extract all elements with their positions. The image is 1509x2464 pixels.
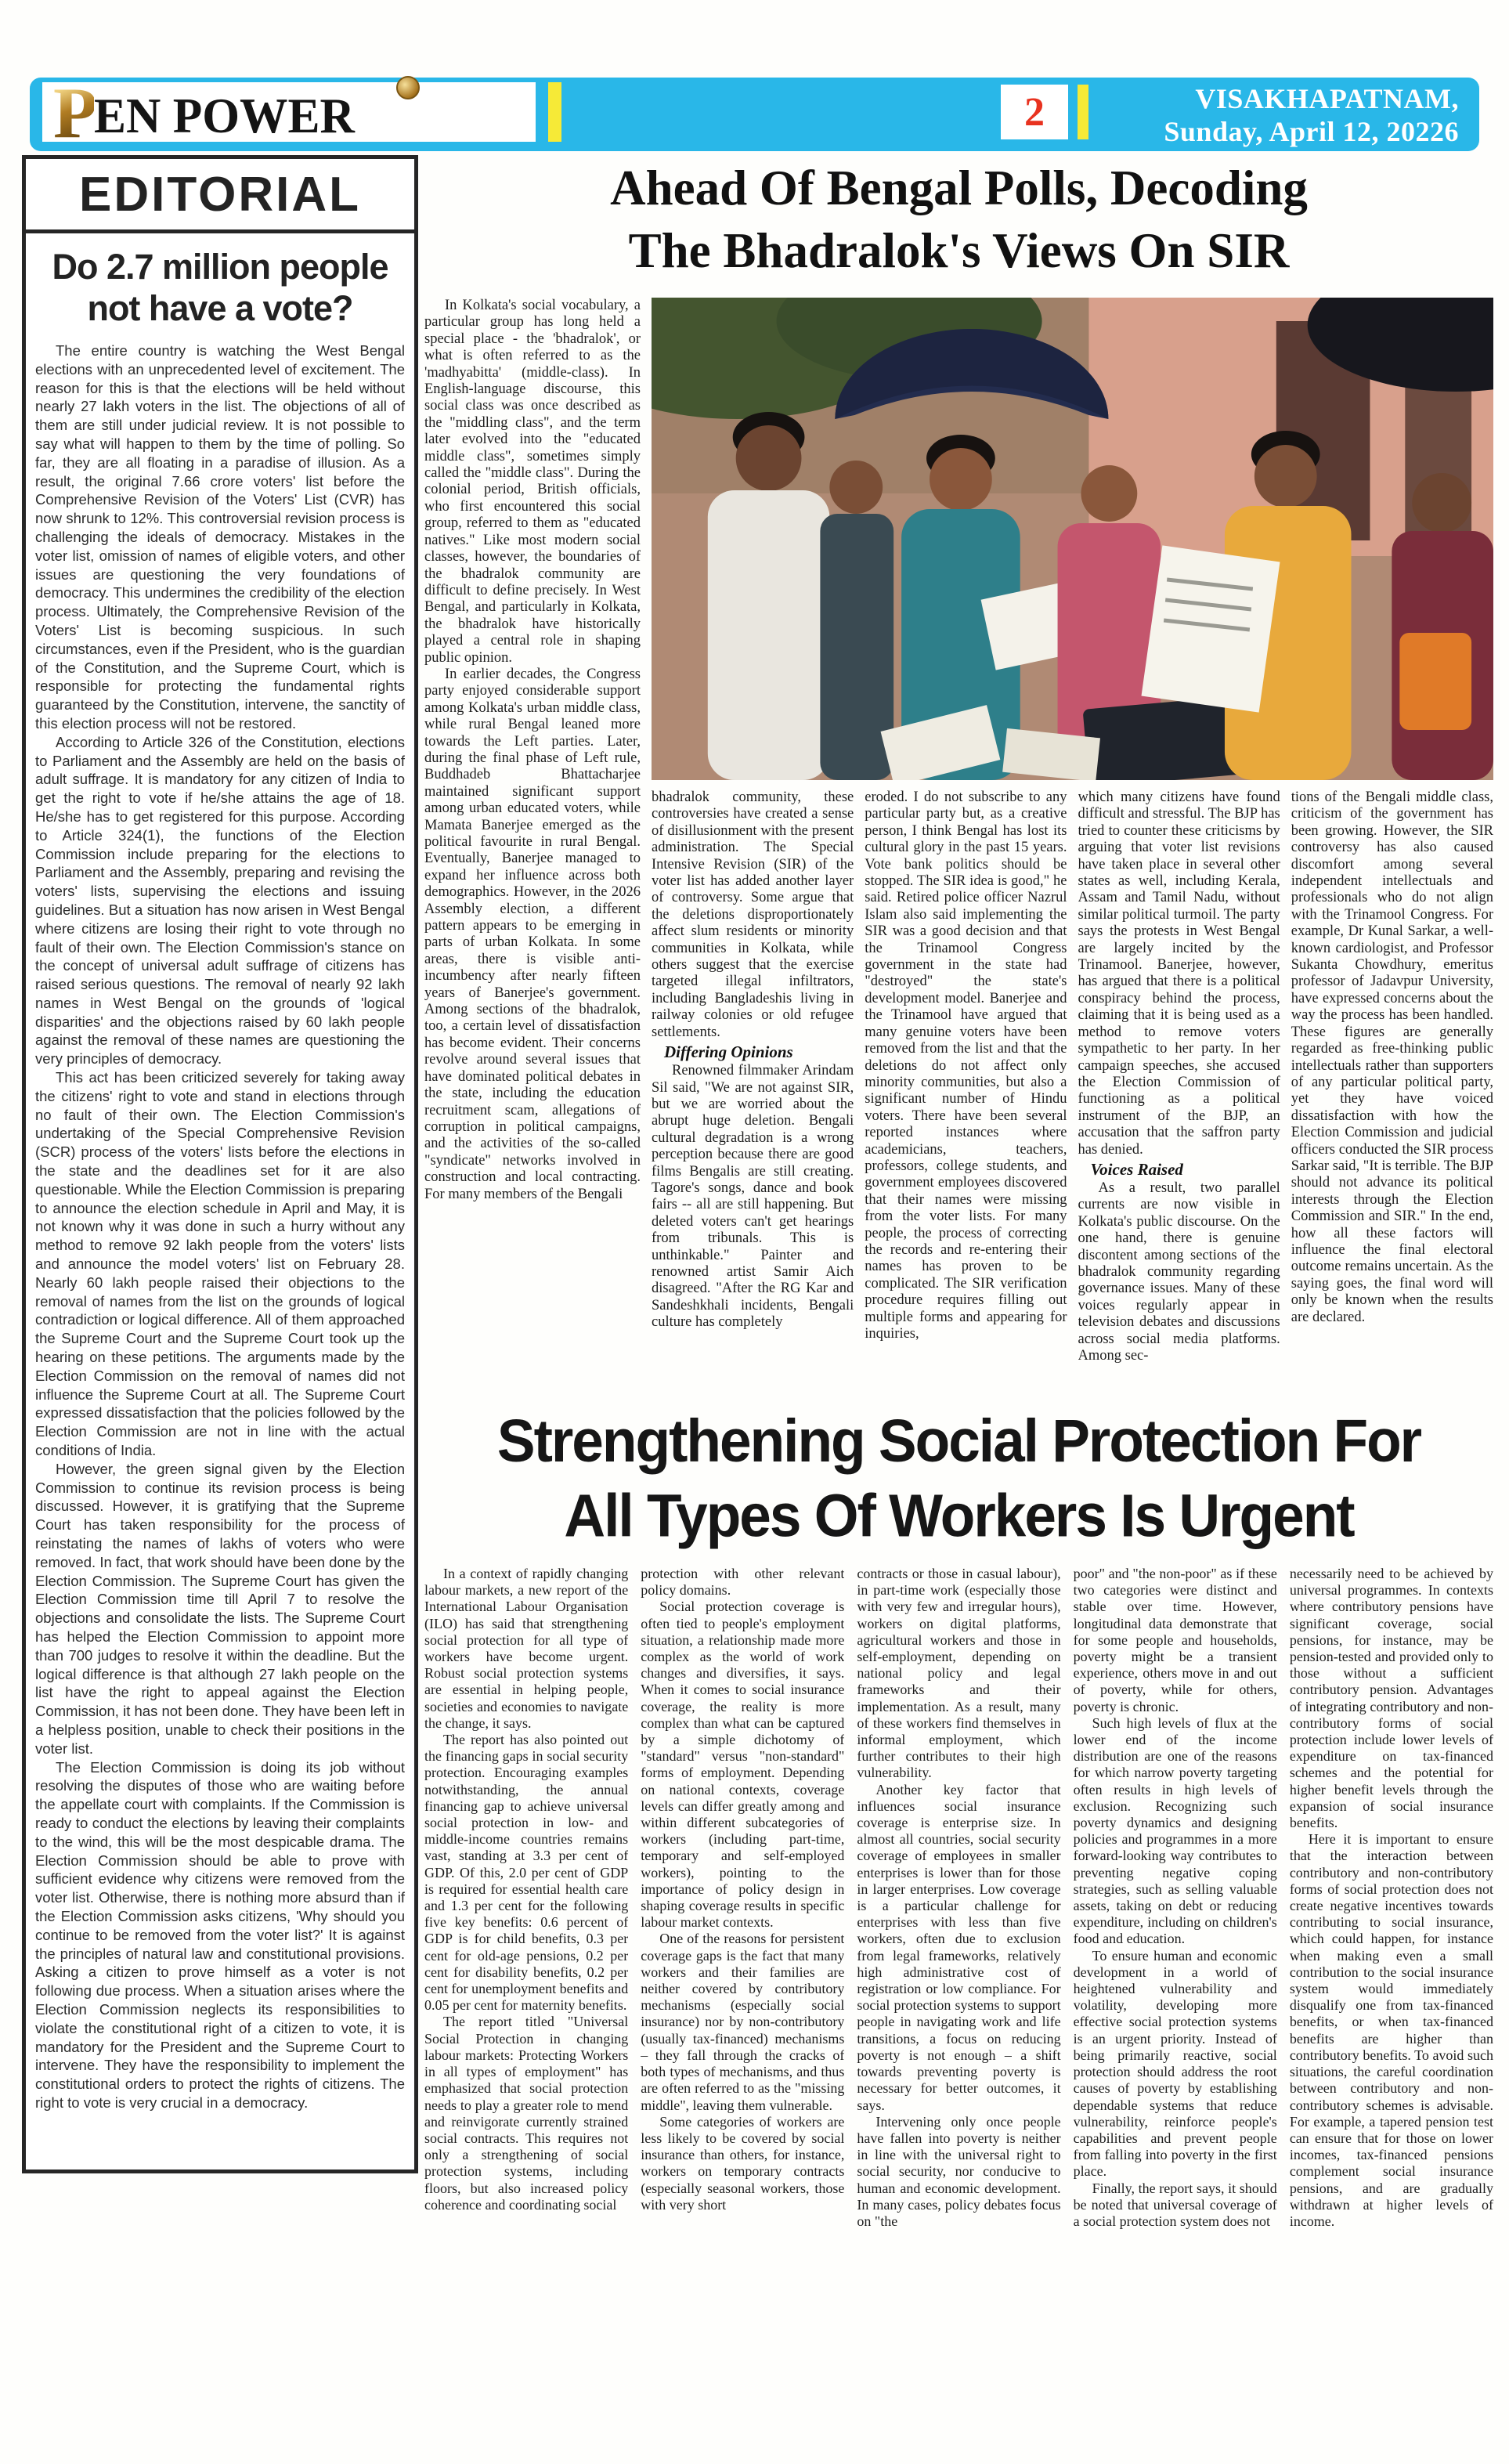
editorial-paragraph: However, the green signal given by the Election Commission to continue its revision process is being discussed. However, it is gratifying that the Supreme Court has taken responsibility for the process of reinstating the names of lakhs of voters who were removed. In fact, that work should have been done by the Election Commission. The Supreme Court has given the Election Commission time till April 7 to resolve the objections and consolidate the lists. The Supreme Court has helped the Election Commission to appoint more than 700 judges to resolve it within the deadline. But the logical difference is that although 27 lakh people on the list have the right to appeal against the Election Commission, it has not been done. They have been left in a helpless position, unable to check their positions in the voter list. bbox=[35, 1460, 405, 1757]
masthead-initial: P bbox=[53, 73, 95, 153]
article-paragraph: Some categories of workers are less likely to be covered by social insurance than others, for instance, workers on temporary contracts (especially seasonal workers, those with very short bbox=[641, 2113, 845, 2213]
bhadralok-column-4 bbox=[1078, 789, 1280, 1388]
social-column-5 bbox=[1290, 1566, 1493, 2441]
article-paragraph: protection with other relevant policy domains. bbox=[641, 1566, 845, 1599]
article-paragraph: Here it is important to ensure that the interaction between contributory and non-contributory forms of social protection does not create negative incentives towards contributing to social insurance, which could happen, for instance when making even a small contribution to the social insurance system would immediately disqualify one from tax-financed benefits, or when tax-financed benefits are higher than contributory benefits. To avoid such situations, the careful coordination between contributory and non-contributory schemes is advisable. For example, a tapered pension test can ensure that for those on lower incomes, tax-financed pensions complement social insurance pensions, and are gradually withdrawn at higher levels of income. bbox=[1289, 1831, 1493, 2229]
bhadralok-body bbox=[424, 298, 1493, 1388]
article-paragraph: necessarily need to be achieved by universal programmes. In contexts where contributory pensions have significant coverage, social pensions, for instance, may be pension-tested and provided only to those without a sufficient contributory pension. Advantages of integrating contributory and non-contributory forms of social protection include lower levels of expenditure on tax-financed schemes and the potential for higher benefit levels through the expansion of social insurance benefits. bbox=[1289, 1566, 1493, 1831]
article-paragraph: bhadralok community, these controversies have created a sense of disillusionment with the present administration. The Special Intensive Revision (SIR) of the voter list has added another layer of controversy. Some argue that the deletions disproportionately affect slum residents or minority communities in Kolkata, while others suggest that the exercise targeted illegal infiltrators, including Bangladeshis living in railway colonies or old refugee settlements. bbox=[652, 789, 854, 1040]
dateline-date: Sunday, April 12, 20226 bbox=[1164, 116, 1459, 147]
dateline-city: VISAKHAPATNAM, bbox=[1195, 83, 1459, 114]
social-headline-line1: Strengthening Social Protection For bbox=[496, 1407, 1421, 1476]
article-paragraph: eroded. I do not subscribe to any particular party but, as a creative person, I think Bengal has lost its cultural glory in the past 15 years. Vote bank politics should be stopped. The SIR idea is good," he said. Retired police officer Nazrul Islam also said implementing the SIR was a good decision and that the Trinamool Congress government in the state had "destroyed" the state's development model. Banerjee and the Trinamool have argued that many genuine voters have been removed from the list and that the deletions do not affect only minority communities, but also a significant number of Hindu voters. There have been several reported instances where academicians, teachers, professors, college students, and government employees discovered that their names were missing from the voter lists. For many people, the process of correcting the records and re-entering their names has proven to be complicated. The SIR verification procedure requires filling out multiple forms and appearing for inquiries, bbox=[865, 789, 1067, 1342]
page-number: 2 bbox=[1024, 89, 1045, 135]
bhadralok-column-2 bbox=[652, 789, 854, 1388]
social-column-4 bbox=[1074, 1566, 1277, 2441]
article-paragraph: poor" and "the non-poor" as if these two categories were distinct and stable over time. However, longitudinal data demonstrate that for some people and households, poverty might be a transient experience, others move in and out of poverty, while for others, poverty is chronic. bbox=[1073, 1566, 1277, 1714]
editorial-headline: Do 2.7 million people not have a vote? bbox=[52, 247, 388, 328]
article-paragraph: In earlier decades, the Congress party enjoyed considerable support among Kolkata's urban middle class, while rural Bengal leaned more towards the Left parties. Later, during the final phase of Left rule, Buddhadeb Bhattacharjee maintained significant support among urban educated voters, while Mamata Banerjee emerged as the political favourite in rural Bengal. Eventually, Banerjee managed to expand her influence across both demographics. However, in the 2026 Assembly election, a different pattern appears to be emerging in parts of urban Kolkata. In some areas, there is visible anti-incumbency after nearly fifteen years of Banerjee's government. Among sections of the bhadralok, too, a certain level of dissatisfaction has become evident. Their concerns revolve around several issues that have dominated political debates in the state, including the education recruitment scam, allegations of corruption in political campaigns, and the activities of the so-called "syndicate" networks involved in construction and local contracting. For many members of the Bengali bbox=[424, 666, 641, 1202]
editorial-paragraph: According to Article 326 of the Constitution, elections to Parliament and the Assembly are held on the basis of adult suffrage. It is mandatory for any citizen of India to get the right to vote if he/she attains the age of 18. He/she has to get registered for this purpose. According to Article 324(1), the functions of the Election Commission include preparing for the elections to Parliament and the Assembly, preparing and revising the voters' lists, supervising the elections and issuing guidelines. But a situation has now arisen in West Bengal where citizens are losing their right to vote through no fault of their own. The Election Commission's stance on the concept of universal adult suffrage of citizens has raised serious questions. The removal of nearly 92 lakh names in West Bengal on the grounds of 'logical disparities' and the objections raised by 60 lakh people against the removal of these names are questioning the very principles of democracy. bbox=[35, 733, 405, 1068]
article-paragraph: tions of the Bengali middle class, criticism of the government has been growing. However, the SIR controversy has also caused discomfort among several independent intellectuals and professionals who do not align with the Trinamool Congress. For example, Dr Kunal Sarkar, a well-known cardiologist, and Professor Sukanta Chowdhury, emeritus professor of Jadavpur University, have expressed concerns about the way the process has been handled. These figures are generally regarded as free-thinking public intellectuals rather than supporters of any particular political party, yet they have voiced dissatisfaction with how the Election Commission and judicial officers conducted the SIR process Sarkar said, "It is terrible. The BJP should not advance its political interests through the Election Commission and SIR." In the end, how all these factors will influence the final electoral outcome remains uncertain. As the saying goes, the final word will only be known when the results are declared. bbox=[1291, 789, 1493, 1325]
bhadralok-right-block bbox=[652, 298, 1493, 1388]
subhead-voices-raised: Voices Raised bbox=[1090, 1159, 1183, 1179]
article-paragraph: Finally, the report says, it should be noted that universal coverage of a social protection system does not bbox=[1073, 2180, 1277, 2229]
masthead-title: EN POWER bbox=[94, 88, 356, 143]
bhadralok-headline-line1: Ahead Of Bengal Polls, Decoding bbox=[610, 161, 1308, 215]
bhadralok-headline bbox=[424, 157, 1493, 282]
bhadralok-headline-line2: The Bhadralok's Views On SIR bbox=[628, 223, 1290, 278]
article-paragraph: Social protection coverage is often tied to people's employment situation, a relationship made more complex as the world of work changes and diversifies, it says. When it comes to social insurance coverage, the reality is more complex than what can be captured by a simple dichotomy of "standard" versus "non-standard" forms of employment. Depending on national contexts, coverage levels can differ greatly among and within different subcategories of workers (including part-time, temporary and self-employed workers), pointing to the importance of policy design in shaping coverage results in specific labour market contexts. bbox=[641, 1599, 845, 1931]
yellow-divider-strip bbox=[1078, 85, 1088, 139]
editorial-paragraph: The entire country is watching the West Bengal elections with an unprecedented level of excitement. The reason for this is that the elections will be held without nearly 27 lakh voters in the list. The objections of all of them are still under judicial review. It is not possible to say what will happen to them by the time of polling. So far, they are all floating in a paradise of illusion. As a result, the original 7.66 crore voters' list before the Comprehensive Revision of the Voters' List (CVR) has now shrunk to 12%. This controversial revision process is challenging the ideals of democracy. Mistakes in the voter list, omission of names of eligible voters, and other issues are questioning the very foundations of democracy. This undermines the credibility of the election process. Ultimately, the Comprehensive Revision of the Voters' List is becoming suspicious. In such circumstances, even if the President, who is the guardian of the Constitution, and the Supreme Court, which is responsible for protecting the fundamental rights guaranteed by the Constitution, intervene, the sanctity of this election process will not be restored. bbox=[35, 342, 405, 732]
editorial-paragraph: The Election Commission is doing its job without resolving the disputes of those who are waiting before the appellate court with complaints. If the Commission is ready to conduct the elections by leaving their complaints to the wind, this will be the most despicable drama. The Election Commission should be able to prove with sufficient evidence why citizens were removed from the voter list. Otherwise, there is nothing more absurd than if the Election Commission asks citizens, 'Why should you continue to be removed from the voter list?' It is against the principles of natural law and constitutional provisions. Asking a citizen to prove himself as a voter is not following due process. When a situation arises where the Election Commission neglects its responsibilities to violate the constitutional right of a citizen to vote, it is mandatory for the President and the Supreme Court to intervene. They have the responsibility to implement the constitutional orders to protect the rights of citizens. The right to vote is very crucial in a democracy. bbox=[35, 1758, 405, 2111]
article-paragraph: One of the reasons for persistent coverage gaps is the fact that many workers and their families are neither covered by contributory mechanisms (especially social insurance) nor by non-contributory (usually tax-financed) mechanisms – they fall through the cracks of both types of mechanisms, and thus are often referred to as the "missing middle", leaving them vulnerable. bbox=[641, 1931, 845, 2113]
page-number-box bbox=[1001, 85, 1068, 139]
editorial-body-box bbox=[22, 229, 418, 2173]
article-paragraph: In Kolkata's social vocabulary, a particular group has long held a special place - the 'bhadralok', or what is often referred to as the 'madhyabitta' (middle-class). In English-language discourse, this social class was once described as the "middling class", and the term later evolved into the "educated middle class", sometimes simply called the "middle class". During the colonial period, British officials, who first encountered this social group, referred to them as "educated natives." Like most modern social classes, however, the boundaries of the bhadralok community are difficult to define precisely. In West Bengal, and particularly in Kolkata, the bhadralok have historically played a central role in shaping public opinion. bbox=[424, 298, 641, 666]
street-scene-illustration bbox=[652, 298, 1493, 780]
editorial-section bbox=[22, 155, 418, 2173]
article-paragraph: contracts or those in casual labour), in part-time work (especially those with very few and irregular hours), workers on digital platforms, agricultural workers and those in self-employment, depending on national policy and legal frameworks and their implementation. As a result, many of these workers find themselves in informal employment, which further contributes to their high vulnerability. bbox=[857, 1566, 1061, 1781]
masthead-logo bbox=[42, 73, 536, 153]
dateline bbox=[1164, 82, 1459, 148]
editorial-paragraph: This act has been criticized severely for taking away the citizens' right to vote and stand in elections through no fault of their own. The Election Commission's undertaking of the Special Comprehensive Revision (SCR) process of the voters' lists before the elections in the state and the deadlines set for it are also questionable. While the Election Commission is preparing to announce the election schedule in April and May, it is not known why it was done in such a hurry without any method to remove 92 lakh people from the voters' lists and announce the model voters' list on February 28. Nearly 60 lakh people raised their objections to the removal of names from the list on the grounds of logical contradiction or logical difference. All of them approached the Supreme Court and the Supreme Court took up the hearing on these petitions. The arguments made by the Election Commission on the removal of names did not influence the Supreme Court at all. The Supreme Court expressed dissatisfaction that the policies followed by the Election Commission are not in line with the actual conditions of India. bbox=[35, 1069, 405, 1459]
article-paragraph: The report has also pointed out the financing gaps in social security protection. Encouraging examples notwithstanding, the annual financing gap to achieve universal social protection in low- and middle-income countries remains vast, standing at 3.3 per cent of GDP. Of this, 2.0 per cent of GDP is required for essential health care and 1.3 per cent for the following five key benefits: 0.6 percent of GDP is for child benefits, 0.3 per cent for old-age pensions, 0.2 per cent for disability benefits, 0.2 per cent for unemployment benefits and 0.05 per cent for maternity benefits. bbox=[424, 1732, 629, 2014]
editorial-section-title: EDITORIAL bbox=[79, 167, 361, 222]
social-column-2 bbox=[641, 1566, 844, 2441]
editorial-body bbox=[35, 341, 405, 2112]
article-photo bbox=[652, 298, 1493, 780]
bhadralok-lower-columns bbox=[652, 789, 1493, 1388]
social-column-1 bbox=[424, 1566, 628, 2441]
nib-emblem-icon bbox=[396, 76, 420, 99]
article-paragraph: As a result, two parallel currents are now visible in Kolkata's public discourse. On the one hand, there is genuine discontent among sections of the bhadralok community regarding governance issues. Many of these voices regularly appear in television debates and discussions across social media platforms. Among sec- bbox=[1078, 1180, 1280, 1364]
article-paragraph: The report titled "Universal Social Protection in changing labour markets: Protecting Workers in all types of employment" has emphasized that social protection needs to play a greater role to mend and reinvigorate currently strained social contracts. This requires not only a strengthening of social protection systems, including floors, but also increased policy coherence and coordinating social bbox=[424, 2014, 629, 2213]
article-paragraph: To ensure human and economic development in a world of heightened vulnerability and volatility, developing more effective social protection systems is an urgent priority. Instead of being primarily reactive, social protection should address the root causes of poverty by establishing dependable systems that reduce vulnerability, reinforce people's capabilities and prevent people from falling into poverty in the first place. bbox=[1073, 1947, 1277, 2180]
social-column-3 bbox=[857, 1566, 1060, 2441]
article-paragraph: which many citizens have found difficult and stressful. The BJP has tried to counter these criticisms by arguing that voter list revisions have taken place in several other states as well, including Kerala, Assam and Tamil Nadu, without similar political turmoil. The party says the protests in West Bengal are largely incited by the Trinamool. Banerjee, however, has argued that there is a political conspiracy behind the process, claiming that it is being used as a method to remove voters sympathetic to her party. In her campaign speeches, she accused the Election Commission of functioning as a political instrument of the BJP, an accusation that the saffron party has denied. bbox=[1078, 789, 1280, 1158]
article-paragraph: In a context of rapidly changing labour markets, a new report of the International Labour Organisation (ILO) has said that strengthening social protection for all type of workers have become urgent. Robust social protection systems are essential in helping people, societies and economies to navigate the change, it says. bbox=[424, 1566, 629, 1731]
article-paragraph: Renowned filmmaker Arindam Sil said, "We are not against SIR, but we are worried about the abrupt huge deletion. Bengali cultural degradation is a wrong perception because there are good films Bengalis are still creating. Tagore's songs, dance and book fairs -- all are still happening. But deleted voters can't get hearings from tribunals. This is unthinkable." Painter and renowned artist Samir Aich disagreed. "After the RG Kar and Sandeshkhali incidents, Bengali culture has completely bbox=[652, 1063, 854, 1331]
bhadralok-column-3 bbox=[865, 789, 1067, 1388]
social-columns bbox=[424, 1566, 1493, 2441]
bhadralok-article bbox=[424, 157, 1493, 1388]
subhead-differing-opinions: Differing Opinions bbox=[664, 1042, 793, 1062]
article-paragraph: Intervening only once people have fallen into poverty is neither in line with the universal right to social security, nor conducive to human and economic development. In many cases, policy debates focus on "the bbox=[857, 2113, 1061, 2229]
bhadralok-column-1 bbox=[424, 298, 641, 1388]
social-headline bbox=[424, 1404, 1493, 1554]
editorial-title-box bbox=[22, 155, 418, 233]
bhadralok-column-5 bbox=[1291, 789, 1493, 1388]
article-paragraph: Such high levels of flux at the lower end of the income distribution are one of the reasons for which narrow poverty targeting often results in high levels of exclusion. Recognizing such poverty dynamics and designing policies and programmes in a more forward-looking way contributes to preventing negative coping strategies, such as selling valuable assets, taking on debt or reducing expenditure, including on children's food and education. bbox=[1073, 1714, 1277, 1947]
social-headline-line2: All Types Of Workers Is Urgent bbox=[564, 1482, 1354, 1550]
article-paragraph: Another key factor that influences social insurance coverage is enterprise size. In almost all countries, social security coverage of employees in smaller enterprises is lower than for those in larger enterprises. Low coverage is a particular challenge for enterprises with less than five workers, often due to exclusion from legal frameworks, relatively high administrative cost of registration or low compliance. For social protection systems to support people in navigating work and life transitions, a focus on reducing poverty is not enough – a shift towards preventing poverty is necessary for better outcomes, it says. bbox=[857, 1781, 1061, 2113]
masthead-band bbox=[30, 73, 1479, 153]
social-protection-article bbox=[424, 1404, 1493, 2464]
yellow-divider-strip bbox=[548, 82, 561, 142]
